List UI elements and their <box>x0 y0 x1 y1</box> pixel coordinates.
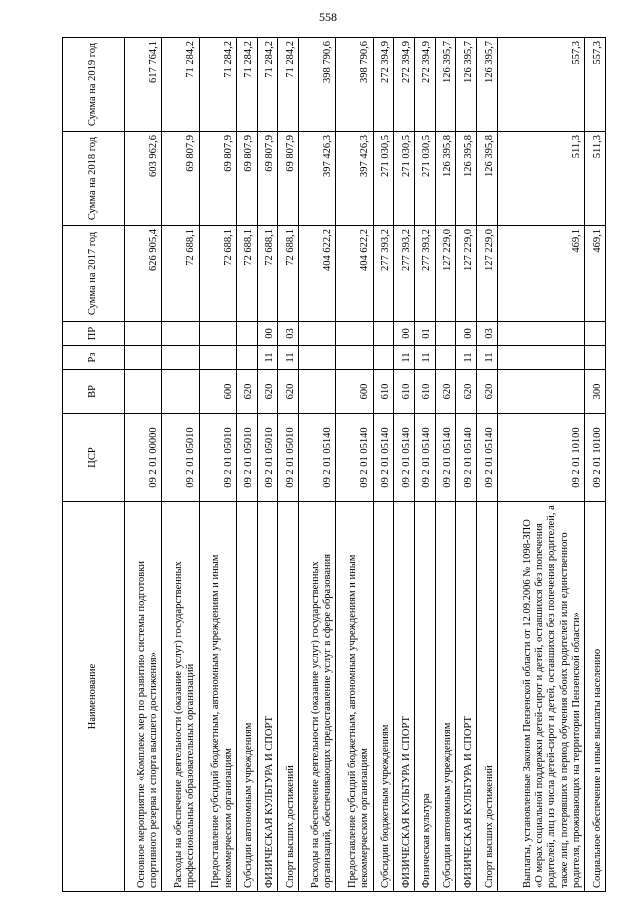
cell-rz <box>336 346 373 370</box>
cell-name: Предоставление субсидий бюджетным, автономным учреждениям и иным некоммерческим организациям <box>336 502 373 892</box>
rotated-page-area <box>62 38 606 892</box>
cell-csr: 09 2 01 05140 <box>373 414 394 502</box>
cell-csr: 09 2 01 05010 <box>278 414 299 502</box>
table-row <box>199 38 236 892</box>
cell-vr: 620 <box>477 370 498 414</box>
cell-pr: 01 <box>415 322 436 346</box>
cell-sum-2019: 71 284,2 <box>257 38 278 132</box>
cell-sum-2019: 126 395,7 <box>435 38 456 132</box>
cell-name: Расходы на обеспечение деятельности (оказание услуг) государственных организаций, обеспечивающих предоставление услуг в сфере образования <box>299 502 336 892</box>
cell-vr <box>299 370 336 414</box>
cell-pr <box>497 322 584 346</box>
cell-rz: 11 <box>278 346 299 370</box>
cell-csr: 09 2 01 05140 <box>477 414 498 502</box>
cell-pr <box>435 322 456 346</box>
cell-sum-2017: 626 905,4 <box>125 226 162 322</box>
cell-rz: 11 <box>257 346 278 370</box>
table-body <box>125 38 606 892</box>
cell-pr <box>336 322 373 346</box>
table-row <box>257 38 278 892</box>
cell-sum-2019: 71 284,2 <box>278 38 299 132</box>
table-row <box>456 38 477 892</box>
page-number: 558 <box>319 10 337 24</box>
cell-sum-2018: 126 395,8 <box>456 132 477 226</box>
budget-table <box>62 37 606 892</box>
cell-vr <box>162 370 199 414</box>
table-row <box>373 38 394 892</box>
cell-sum-2019: 557,3 <box>497 38 584 132</box>
cell-sum-2018: 397 426,3 <box>336 132 373 226</box>
cell-pr: 03 <box>477 322 498 346</box>
cell-csr: 09 2 01 05140 <box>299 414 336 502</box>
table-row <box>394 38 415 892</box>
cell-sum-2017: 72 688,1 <box>199 226 236 322</box>
cell-sum-2017: 72 688,1 <box>278 226 299 322</box>
cell-vr: 620 <box>435 370 456 414</box>
cell-pr <box>373 322 394 346</box>
cell-sum-2017: 127 229,0 <box>477 226 498 322</box>
cell-sum-2019: 126 395,7 <box>477 38 498 132</box>
cell-name: Субсидии автономным учреждениям <box>435 502 456 892</box>
cell-name: Выплаты, установленные Законом Пензенской области от 12.09.2006 № 1098-ЗПО «О мерах социальной поддержки детей-сирот и детей, оставшихся без попечения родителей, лиц из числа детей-сирот и детей, оставшихся без попечения родителей, а также лиц, потерявших в период обучения обоих родителей или единственного родителя, проживающих на территории Пензенской области» <box>497 502 584 892</box>
cell-sum-2019: 398 790,6 <box>336 38 373 132</box>
header-rz: Рз <box>63 346 125 370</box>
cell-sum-2018: 69 807,9 <box>236 132 257 226</box>
cell-rz <box>236 346 257 370</box>
cell-pr: 00 <box>257 322 278 346</box>
cell-csr: 09 2 01 00000 <box>125 414 162 502</box>
cell-sum-2018: 603 962,6 <box>125 132 162 226</box>
cell-rz <box>125 346 162 370</box>
cell-pr: 00 <box>456 322 477 346</box>
cell-vr: 600 <box>336 370 373 414</box>
cell-sum-2018: 69 807,9 <box>199 132 236 226</box>
cell-name: ФИЗИЧЕСКАЯ КУЛЬТУРА И СПОРТ <box>456 502 477 892</box>
cell-rz <box>162 346 199 370</box>
cell-sum-2019: 272 394,9 <box>373 38 394 132</box>
cell-sum-2017: 469,1 <box>585 226 606 322</box>
cell-name: Субсидии бюджетным учреждениям <box>373 502 394 892</box>
cell-vr: 600 <box>199 370 236 414</box>
cell-csr: 09 2 01 05010 <box>257 414 278 502</box>
cell-sum-2018: 69 807,9 <box>278 132 299 226</box>
cell-sum-2019: 272 394,9 <box>394 38 415 132</box>
cell-sum-2017: 72 688,1 <box>162 226 199 322</box>
cell-csr: 09 2 01 05140 <box>336 414 373 502</box>
table-row <box>278 38 299 892</box>
cell-csr: 09 2 01 05140 <box>394 414 415 502</box>
cell-vr: 300 <box>585 370 606 414</box>
cell-sum-2018: 126 395,8 <box>435 132 456 226</box>
cell-sum-2017: 404 622,2 <box>299 226 336 322</box>
header-csr: ЦСР <box>63 414 125 502</box>
cell-sum-2018: 511,3 <box>497 132 584 226</box>
cell-rz: 11 <box>456 346 477 370</box>
cell-sum-2018: 271 030,5 <box>394 132 415 226</box>
cell-csr: 09 2 01 05140 <box>456 414 477 502</box>
cell-name: Основное мероприятие «Комплекс мер по развитию системы подготовки спортивного резерва и спорта высшего достижения» <box>125 502 162 892</box>
cell-name: Спорт высших достижений <box>477 502 498 892</box>
cell-rz <box>497 346 584 370</box>
cell-pr <box>125 322 162 346</box>
cell-rz: 11 <box>394 346 415 370</box>
header-sum-2019: Сумма на 2019 год <box>63 38 125 132</box>
cell-name: Спорт высших достижений <box>278 502 299 892</box>
cell-sum-2017: 404 622,2 <box>336 226 373 322</box>
cell-rz <box>585 346 606 370</box>
cell-sum-2019: 557,3 <box>585 38 606 132</box>
cell-rz <box>299 346 336 370</box>
cell-sum-2018: 126 395,8 <box>477 132 498 226</box>
cell-sum-2017: 72 688,1 <box>257 226 278 322</box>
table-row <box>336 38 373 892</box>
cell-vr: 620 <box>456 370 477 414</box>
cell-vr: 610 <box>415 370 436 414</box>
cell-sum-2018: 69 807,9 <box>257 132 278 226</box>
cell-name: Субсидии автономным учреждениям <box>236 502 257 892</box>
cell-pr <box>199 322 236 346</box>
cell-csr: 09 2 01 05010 <box>162 414 199 502</box>
table-row <box>497 38 584 892</box>
cell-sum-2019: 617 764,1 <box>125 38 162 132</box>
table-row <box>477 38 498 892</box>
cell-sum-2019: 398 790,6 <box>299 38 336 132</box>
cell-sum-2019: 126 395,7 <box>456 38 477 132</box>
header-pr: ПР <box>63 322 125 346</box>
table-row <box>125 38 162 892</box>
cell-pr <box>162 322 199 346</box>
cell-csr: 09 2 01 05010 <box>199 414 236 502</box>
cell-vr: 620 <box>278 370 299 414</box>
cell-rz: 11 <box>477 346 498 370</box>
table-row <box>162 38 199 892</box>
cell-pr: 00 <box>394 322 415 346</box>
cell-rz <box>199 346 236 370</box>
cell-sum-2018: 511,3 <box>585 132 606 226</box>
table-row <box>299 38 336 892</box>
cell-vr <box>125 370 162 414</box>
cell-sum-2017: 72 688,1 <box>236 226 257 322</box>
cell-csr: 09 2 01 05140 <box>415 414 436 502</box>
cell-sum-2018: 271 030,5 <box>415 132 436 226</box>
cell-sum-2019: 71 284,2 <box>236 38 257 132</box>
cell-sum-2019: 71 284,2 <box>162 38 199 132</box>
cell-csr: 09 2 01 05140 <box>435 414 456 502</box>
cell-pr <box>236 322 257 346</box>
cell-sum-2019: 272 394,9 <box>415 38 436 132</box>
cell-rz: 11 <box>415 346 436 370</box>
cell-sum-2017: 277 393,2 <box>394 226 415 322</box>
cell-name: Социальное обеспечение и иные выплаты населению <box>585 502 606 892</box>
cell-vr: 610 <box>394 370 415 414</box>
table-header-row <box>63 38 125 892</box>
cell-vr <box>497 370 584 414</box>
cell-sum-2018: 69 807,9 <box>162 132 199 226</box>
cell-vr: 620 <box>236 370 257 414</box>
cell-rz <box>435 346 456 370</box>
cell-name: ФИЗИЧЕСКАЯ КУЛЬТУРА И СПОРТ <box>257 502 278 892</box>
cell-vr: 620 <box>257 370 278 414</box>
rotated-table-container <box>62 38 606 892</box>
header-vr: ВР <box>63 370 125 414</box>
table-row <box>435 38 456 892</box>
cell-sum-2017: 127 229,0 <box>435 226 456 322</box>
cell-pr: 03 <box>278 322 299 346</box>
header-sum-2017: Сумма на 2017 год <box>63 226 125 322</box>
cell-name: ФИЗИЧЕСКАЯ КУЛЬТУРА И СПОРТ <box>394 502 415 892</box>
cell-name: Физическая культура <box>415 502 436 892</box>
table-row <box>415 38 436 892</box>
cell-sum-2017: 277 393,2 <box>415 226 436 322</box>
cell-sum-2017: 127 229,0 <box>456 226 477 322</box>
cell-sum-2017: 469,1 <box>497 226 584 322</box>
header-name: Наименование <box>63 502 125 892</box>
cell-pr <box>585 322 606 346</box>
table-row <box>236 38 257 892</box>
cell-csr: 09 2 01 10100 <box>585 414 606 502</box>
cell-sum-2019: 71 284,2 <box>199 38 236 132</box>
cell-rz <box>373 346 394 370</box>
cell-sum-2018: 397 426,3 <box>299 132 336 226</box>
cell-sum-2018: 271 030,5 <box>373 132 394 226</box>
header-sum-2018: Сумма на 2018 год <box>63 132 125 226</box>
cell-vr: 610 <box>373 370 394 414</box>
cell-sum-2017: 277 393,2 <box>373 226 394 322</box>
cell-csr: 09 2 01 05010 <box>236 414 257 502</box>
table-row <box>585 38 606 892</box>
cell-name: Предоставление субсидий бюджетным, автономным учреждениям и иным некоммерческим организациям <box>199 502 236 892</box>
cell-pr <box>299 322 336 346</box>
cell-name: Расходы на обеспечение деятельности (оказание услуг) государственных профессиональных образовательных организаций <box>162 502 199 892</box>
cell-csr: 09 2 01 10100 <box>497 414 584 502</box>
